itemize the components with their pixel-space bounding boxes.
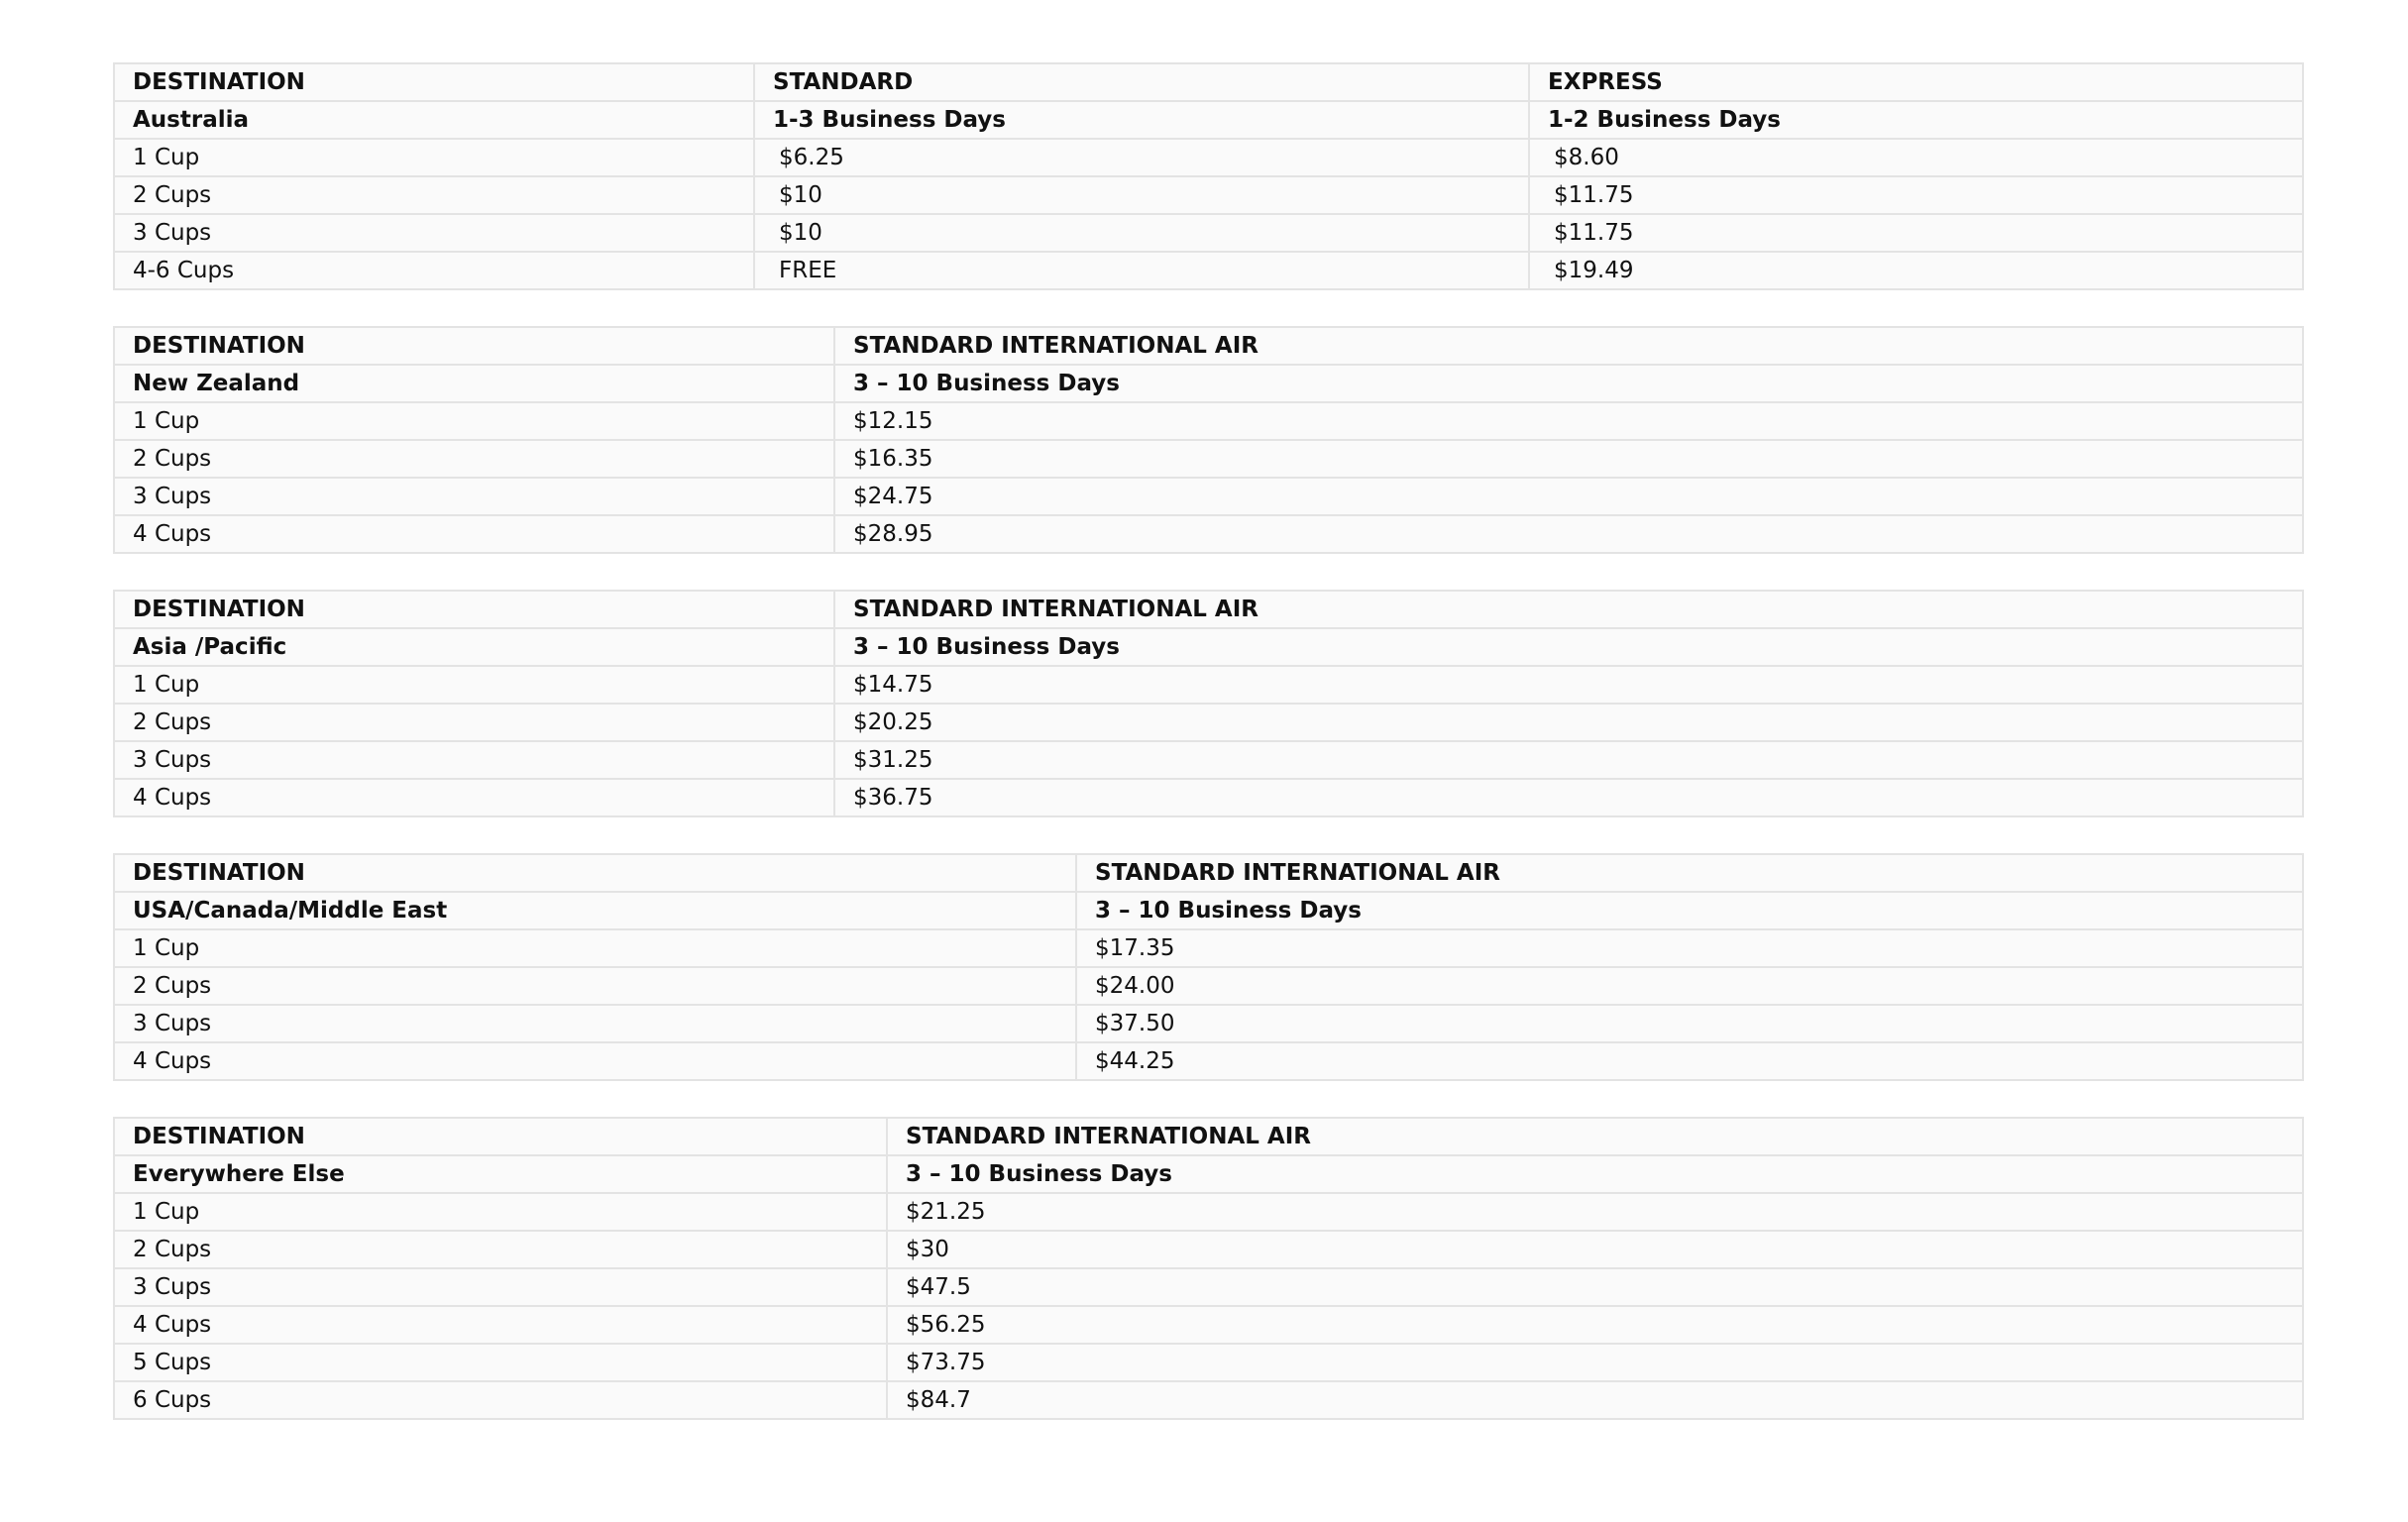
price: $30	[887, 1231, 2303, 1268]
cup-quantity: 4-6 Cups	[114, 252, 754, 289]
price: $37.50	[1076, 1005, 2303, 1042]
header-express: EXPRESS	[1529, 63, 2303, 101]
table-row	[114, 1231, 2303, 1268]
price: $73.75	[887, 1344, 2303, 1381]
price: $14.75	[834, 666, 2303, 704]
header-destination: DESTINATION	[114, 327, 834, 365]
delivery-time: 3 – 10 Business Days	[834, 365, 2303, 402]
delivery-time: 3 – 10 Business Days	[834, 628, 2303, 666]
header-destination: DESTINATION	[114, 1118, 887, 1155]
table-row	[114, 779, 2303, 816]
destination-name: Asia /Pacific	[114, 628, 834, 666]
standard-delivery-time: 1-3 Business Days	[754, 101, 1529, 139]
cup-quantity: 4 Cups	[114, 515, 834, 553]
cup-quantity: 1 Cup	[114, 1193, 887, 1231]
destination-row	[114, 101, 2303, 139]
price: $47.5	[887, 1268, 2303, 1306]
express-price: $11.75	[1529, 176, 2303, 214]
cup-quantity: 5 Cups	[114, 1344, 887, 1381]
table-row	[114, 252, 2303, 289]
table-row	[114, 478, 2303, 515]
table-header-row	[114, 854, 2303, 892]
cup-quantity: 4 Cups	[114, 779, 834, 816]
cup-quantity: 1 Cup	[114, 929, 1076, 967]
table-row	[114, 1344, 2303, 1381]
table-row	[114, 1306, 2303, 1344]
destination-name: Australia	[114, 101, 754, 139]
table-header-row	[114, 591, 2303, 628]
delivery-time: 3 – 10 Business Days	[887, 1155, 2303, 1193]
table-row	[114, 1381, 2303, 1419]
price: $36.75	[834, 779, 2303, 816]
delivery-time: 3 – 10 Business Days	[1076, 892, 2303, 929]
express-price: $11.75	[1529, 214, 2303, 252]
header-destination: DESTINATION	[114, 63, 754, 101]
price: $24.75	[834, 478, 2303, 515]
price: $44.25	[1076, 1042, 2303, 1080]
cup-quantity: 2 Cups	[114, 704, 834, 741]
standard-price: $10	[754, 176, 1529, 214]
table-row	[114, 515, 2303, 553]
cup-quantity: 3 Cups	[114, 741, 834, 779]
table-row	[114, 741, 2303, 779]
table-row	[114, 402, 2303, 440]
header-standard: STANDARD	[754, 63, 1529, 101]
shipping-table-australia	[113, 62, 2304, 290]
header-standard-international-air: STANDARD INTERNATIONAL AIR	[834, 591, 2303, 628]
cup-quantity: 1 Cup	[114, 666, 834, 704]
header-destination: DESTINATION	[114, 591, 834, 628]
shipping-table-new-zealand	[113, 326, 2304, 554]
table-row	[114, 1268, 2303, 1306]
cup-quantity: 2 Cups	[114, 440, 834, 478]
price: $16.35	[834, 440, 2303, 478]
table-row	[114, 176, 2303, 214]
standard-price: $6.25	[754, 139, 1529, 176]
header-standard-international-air: STANDARD INTERNATIONAL AIR	[887, 1118, 2303, 1155]
standard-price: $10	[754, 214, 1529, 252]
express-price: $8.60	[1529, 139, 2303, 176]
table-row	[114, 1193, 2303, 1231]
header-standard-international-air: STANDARD INTERNATIONAL AIR	[834, 327, 2303, 365]
table-row	[114, 1042, 2303, 1080]
table-row	[114, 214, 2303, 252]
table-row	[114, 139, 2303, 176]
cup-quantity: 2 Cups	[114, 176, 754, 214]
table-header-row	[114, 1118, 2303, 1155]
price: $56.25	[887, 1306, 2303, 1344]
shipping-table-everywhere-else	[113, 1117, 2304, 1420]
standard-price: FREE	[754, 252, 1529, 289]
header-destination: DESTINATION	[114, 854, 1076, 892]
shipping-rates-page	[113, 62, 2304, 1456]
price: $24.00	[1076, 967, 2303, 1005]
price: $12.15	[834, 402, 2303, 440]
price: $17.35	[1076, 929, 2303, 967]
destination-row	[114, 1155, 2303, 1193]
price: $31.25	[834, 741, 2303, 779]
shipping-table-asia-pacific	[113, 590, 2304, 817]
cup-quantity: 4 Cups	[114, 1306, 887, 1344]
cup-quantity: 3 Cups	[114, 1005, 1076, 1042]
cup-quantity: 1 Cup	[114, 139, 754, 176]
price: $20.25	[834, 704, 2303, 741]
cup-quantity: 3 Cups	[114, 478, 834, 515]
destination-row	[114, 365, 2303, 402]
cup-quantity: 1 Cup	[114, 402, 834, 440]
cup-quantity: 4 Cups	[114, 1042, 1076, 1080]
express-delivery-time: 1-2 Business Days	[1529, 101, 2303, 139]
table-header-row	[114, 327, 2303, 365]
cup-quantity: 2 Cups	[114, 1231, 887, 1268]
table-row	[114, 929, 2303, 967]
cup-quantity: 2 Cups	[114, 967, 1076, 1005]
header-standard-international-air: STANDARD INTERNATIONAL AIR	[1076, 854, 2303, 892]
destination-name: New Zealand	[114, 365, 834, 402]
cup-quantity: 3 Cups	[114, 214, 754, 252]
cup-quantity: 3 Cups	[114, 1268, 887, 1306]
table-row	[114, 704, 2303, 741]
price: $21.25	[887, 1193, 2303, 1231]
express-price: $19.49	[1529, 252, 2303, 289]
table-row	[114, 967, 2303, 1005]
cup-quantity: 6 Cups	[114, 1381, 887, 1419]
table-row	[114, 666, 2303, 704]
destination-name: Everywhere Else	[114, 1155, 887, 1193]
destination-row	[114, 892, 2303, 929]
table-header-row	[114, 63, 2303, 101]
price: $84.7	[887, 1381, 2303, 1419]
table-row	[114, 1005, 2303, 1042]
table-row	[114, 440, 2303, 478]
destination-row	[114, 628, 2303, 666]
destination-name: USA/Canada/Middle East	[114, 892, 1076, 929]
price: $28.95	[834, 515, 2303, 553]
shipping-table-usa-canada-middle-east	[113, 853, 2304, 1081]
